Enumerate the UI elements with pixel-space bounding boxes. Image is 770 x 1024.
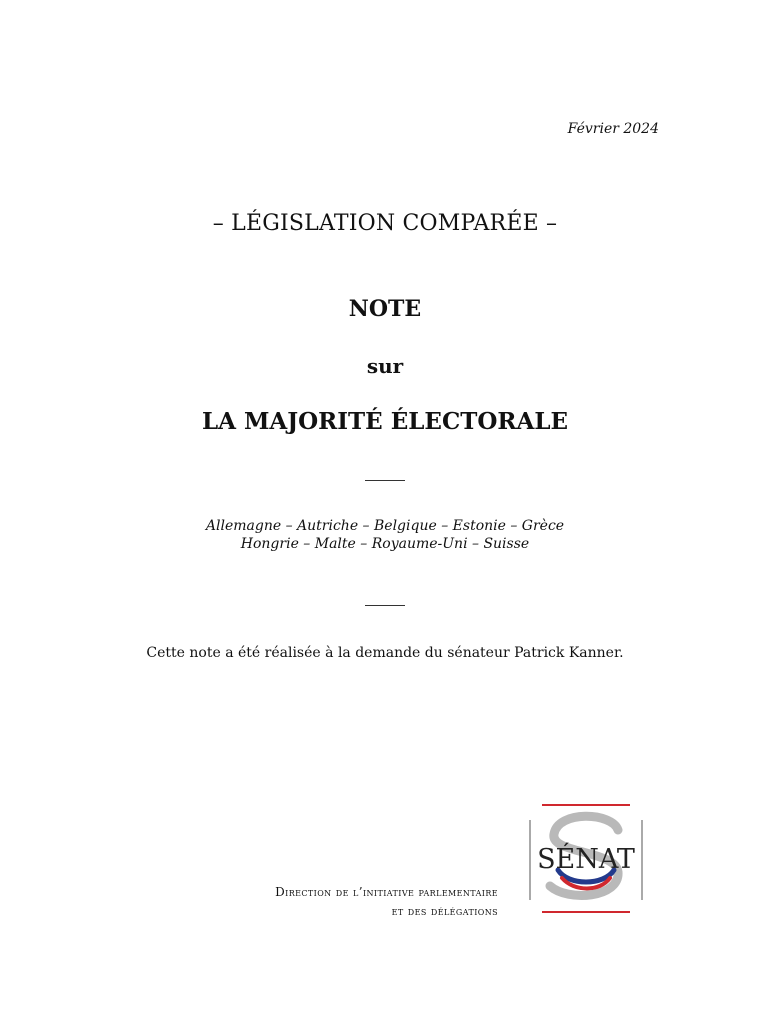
series-title: – LÉGISLATION COMPARÉE –: [212, 211, 558, 236]
document-type: NOTE: [348, 296, 422, 322]
senat-logo: [528, 800, 644, 918]
request-note: Cette note a été réalisée à la demande du sénateur Patrick Kanner.: [146, 645, 624, 661]
document-date: Février 2024: [567, 121, 659, 137]
countries-line-2: Hongrie – Malte – Royaume-Uni – Suisse: [240, 536, 530, 552]
countries-line-1: Allemagne – Autriche – Belgique – Estonie – Grèce: [205, 518, 565, 534]
logo-wordmark: SÉNAT: [537, 844, 635, 875]
senat-logo-graphic: [528, 800, 644, 918]
department-line-1: Direction de l’initiative parlementaire: [275, 885, 498, 899]
separator-bottom: [365, 605, 405, 606]
countries-list: [0, 517, 770, 553]
document-subject: LA MAJORITÉ ÉLECTORALE: [201, 408, 569, 435]
department-line-2: et des délégations: [391, 904, 498, 918]
issuing-department: [160, 883, 498, 921]
separator-top: [365, 480, 405, 481]
title-connector: sur: [366, 354, 404, 378]
